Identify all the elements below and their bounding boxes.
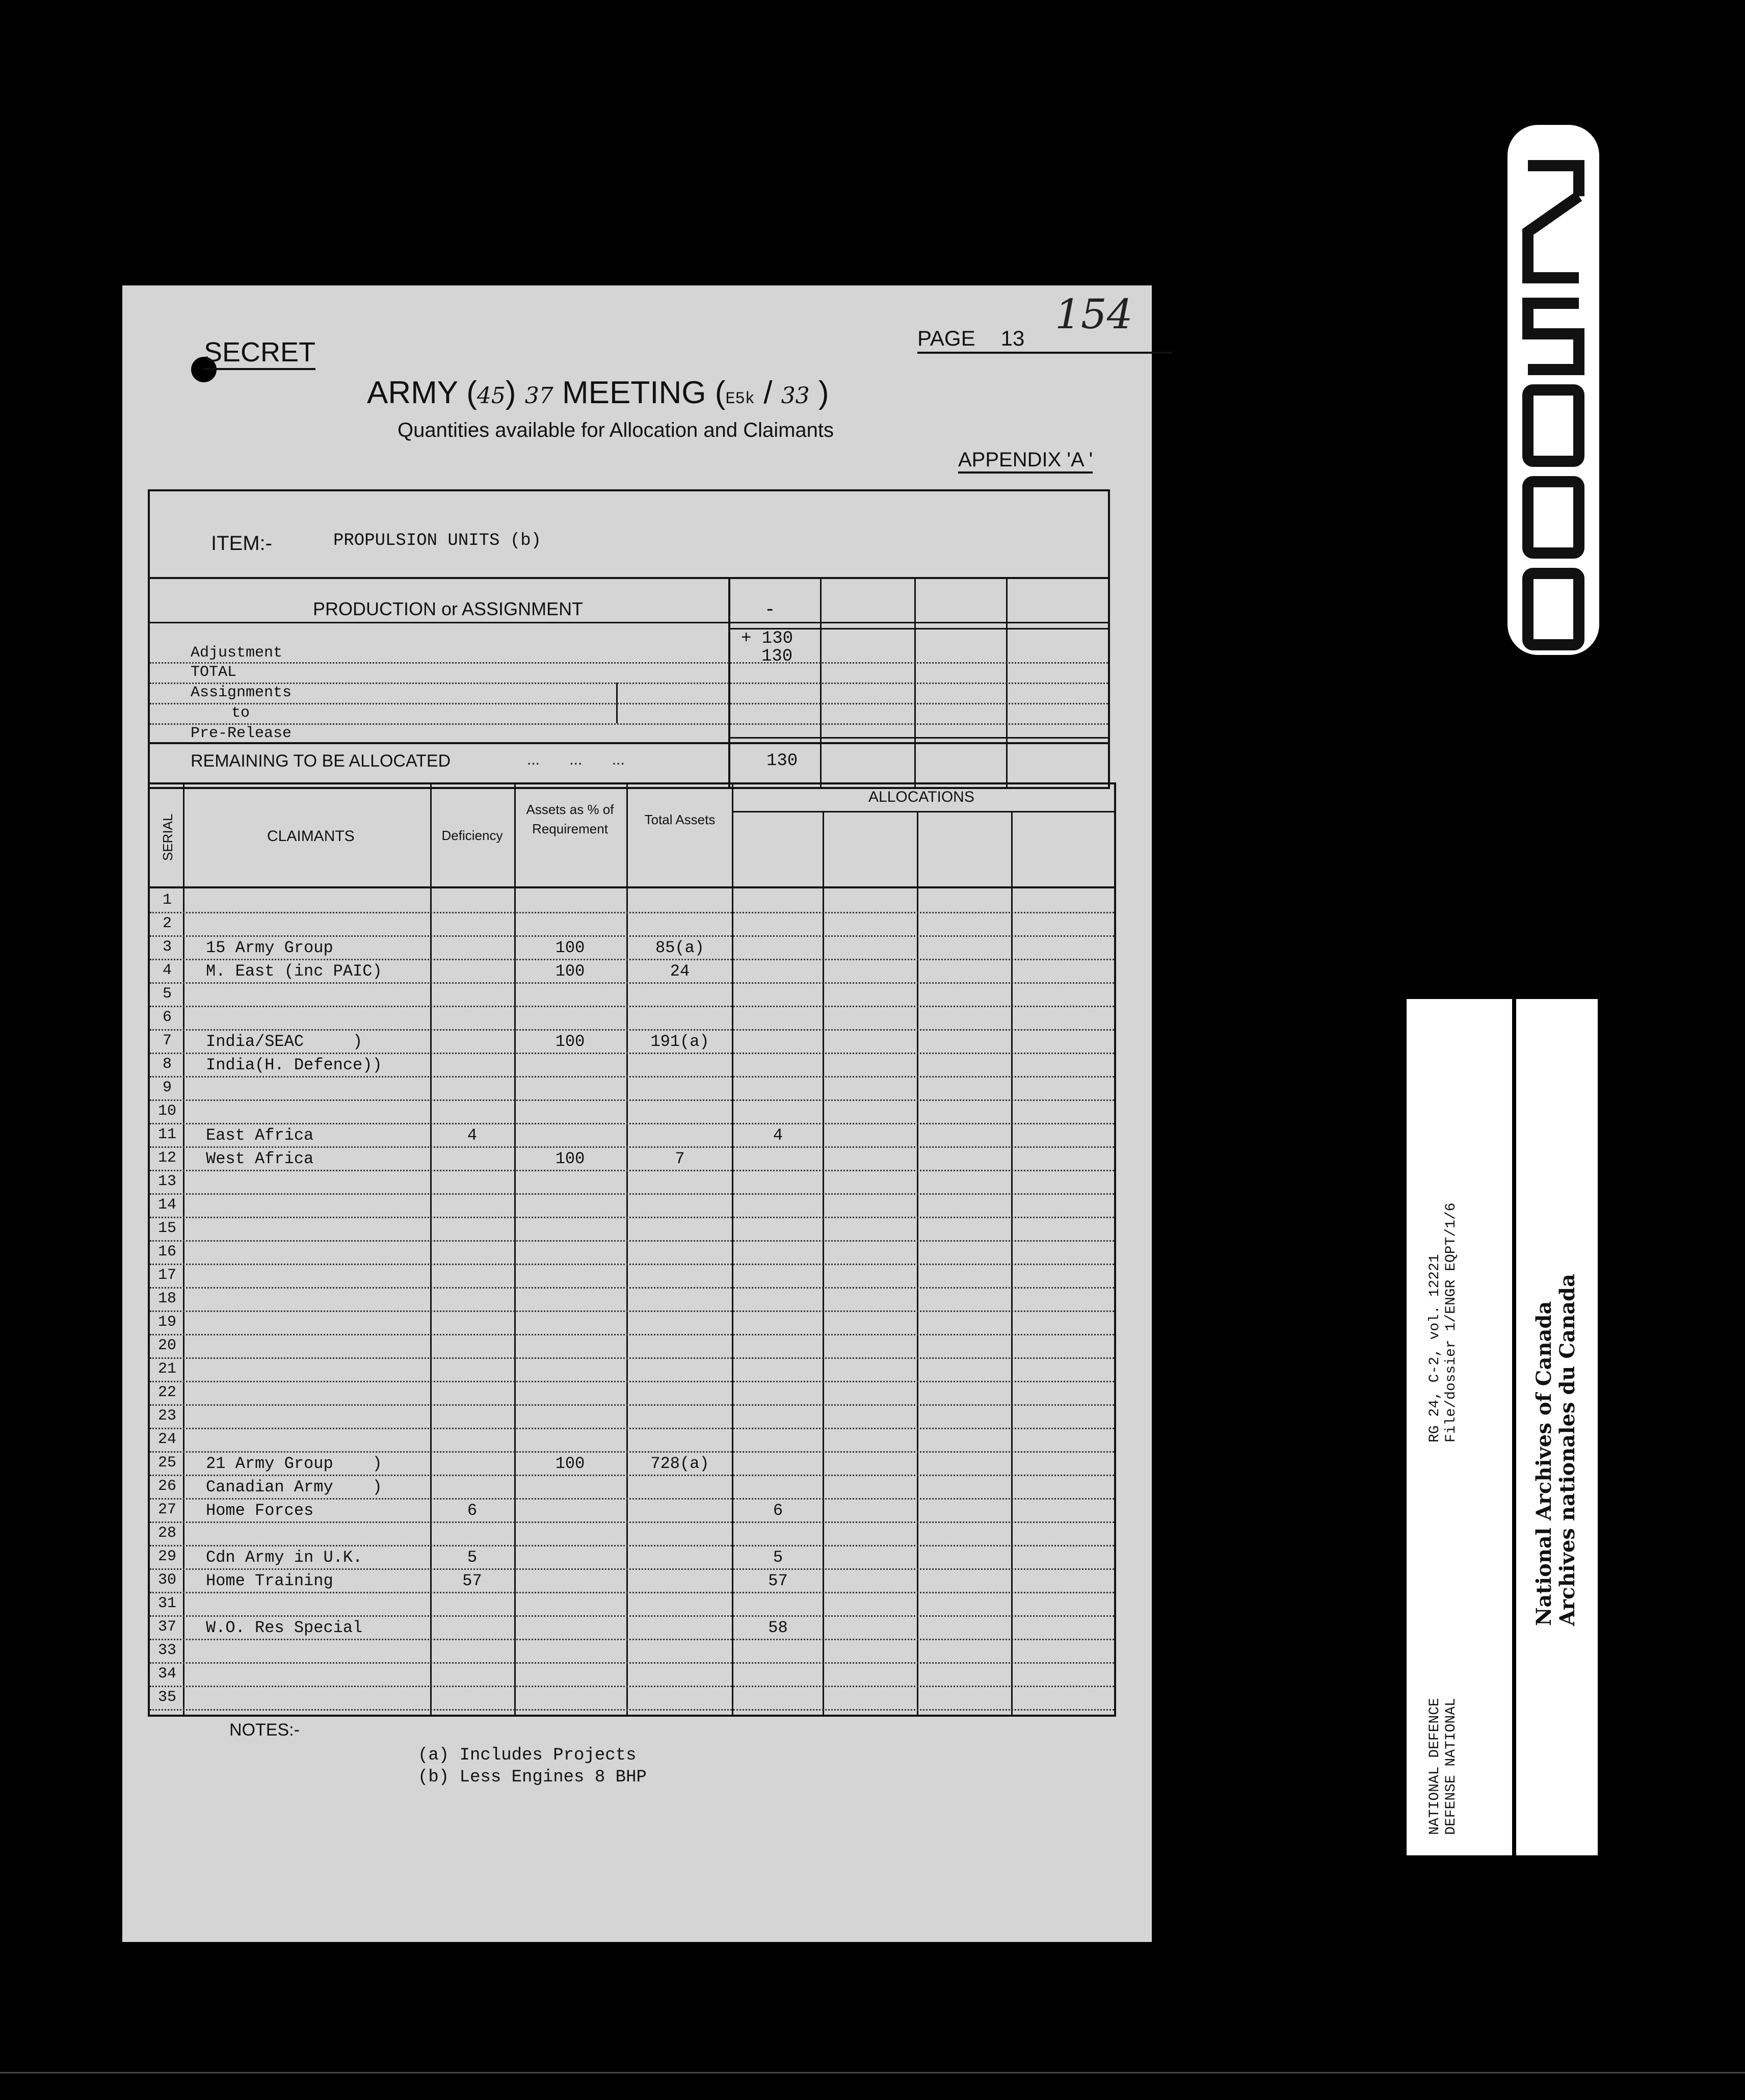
adjustment-value: + 130 xyxy=(741,629,794,648)
cell-serial: 26 xyxy=(157,1478,176,1495)
allocations-header: ALLOCATIONS xyxy=(868,789,974,805)
serial-header: SERIAL xyxy=(160,813,175,861)
cell-serial: 19 xyxy=(157,1314,176,1331)
folio-number: 154 xyxy=(1055,291,1133,338)
cell-claimant: Home Training xyxy=(206,1571,333,1590)
cell-alloc: 4 xyxy=(773,1126,783,1145)
cell-serial: 8 xyxy=(162,1056,172,1073)
table-row xyxy=(150,1381,1114,1406)
frame-stamp xyxy=(1508,125,1599,655)
cell-serial: 10 xyxy=(157,1102,176,1120)
cell-claimant: Cdn Army in U.K. xyxy=(206,1548,363,1567)
frame-number-digits xyxy=(1508,125,1599,655)
archive-label-right xyxy=(1516,999,1598,1855)
table-row xyxy=(150,1076,1114,1101)
table-row xyxy=(150,912,1114,937)
table-row xyxy=(150,982,1114,1007)
heading-e5k: E5k xyxy=(725,389,755,408)
remaining-value: 130 xyxy=(766,751,798,771)
table-row xyxy=(150,1334,1114,1359)
table-row xyxy=(150,1568,1114,1593)
table-row xyxy=(150,1099,1114,1124)
remaining-dots: ... ... ... xyxy=(527,751,625,768)
row-line xyxy=(150,703,1108,704)
archives-en: National Archives of Canada xyxy=(1532,1301,1556,1626)
heading-meeting: MEETING ( xyxy=(562,375,726,410)
heading-33: 33 xyxy=(781,383,810,409)
table-row xyxy=(150,1287,1114,1312)
page-number: 13 xyxy=(1000,326,1025,350)
cell-deficiency: 57 xyxy=(462,1571,482,1590)
cell-alloc: 6 xyxy=(773,1501,783,1520)
table-row xyxy=(150,1451,1114,1476)
archive-label-left xyxy=(1407,999,1514,1855)
row-line xyxy=(150,662,1108,664)
table-row xyxy=(150,1240,1114,1265)
row-line xyxy=(150,723,1108,725)
deficiency-header: Deficiency xyxy=(441,828,503,843)
note-a: (a) Includes Projects xyxy=(418,1746,637,1765)
cell-serial: 21 xyxy=(157,1360,176,1378)
cell-serial: 20 xyxy=(157,1337,176,1354)
cell-claimant: East Africa xyxy=(206,1126,314,1145)
pre-release-label: Pre-Release xyxy=(191,725,292,742)
total-assets-header: Total Assets xyxy=(644,812,716,827)
archives-fr: Archives nationales du Canada xyxy=(1555,1274,1579,1626)
divider xyxy=(150,742,1108,744)
item-label: ITEM:- xyxy=(211,532,272,555)
dept-label xyxy=(1427,1698,1460,1835)
col-divider xyxy=(728,577,730,787)
claims-table xyxy=(148,782,1116,1717)
cell-serial: 14 xyxy=(157,1196,176,1214)
cell-alloc: 58 xyxy=(768,1618,788,1637)
cell-serial: 31 xyxy=(157,1595,176,1612)
cell-serial: 28 xyxy=(157,1525,176,1542)
col-divider xyxy=(1006,577,1008,787)
to-label: to xyxy=(231,704,250,722)
table-row xyxy=(150,959,1114,984)
cell-claimant: Canadian Army ) xyxy=(206,1478,382,1497)
cell-claimant: 15 Army Group xyxy=(206,938,333,957)
cell-serial: 9 xyxy=(162,1079,172,1096)
table-row xyxy=(150,1006,1114,1031)
cell-serial: 17 xyxy=(157,1267,176,1284)
divider xyxy=(150,622,1108,623)
cell-serial: 25 xyxy=(157,1454,176,1472)
table-row xyxy=(150,1029,1114,1054)
page-word: PAGE xyxy=(917,326,975,350)
table-row xyxy=(150,935,1114,960)
cell-serial: 35 xyxy=(157,1689,176,1706)
divider xyxy=(150,577,1108,579)
cell-claimant: India/SEAC ) xyxy=(206,1032,363,1051)
table-row xyxy=(150,1404,1114,1429)
cell-claimant: West Africa xyxy=(206,1149,314,1168)
cell-deficiency: 5 xyxy=(467,1548,478,1567)
table-row xyxy=(150,1123,1114,1148)
cell-serial: 1 xyxy=(162,891,172,909)
heading-army: ARMY ( xyxy=(367,375,477,410)
table-row xyxy=(150,1217,1114,1242)
row-line xyxy=(150,682,1108,684)
total-label: TOTAL xyxy=(191,664,237,681)
secret-marking: SECRET xyxy=(204,336,315,370)
claimants-header: CLAIMANTS xyxy=(267,828,355,845)
assignments-label: Assignments xyxy=(191,684,292,701)
table-row xyxy=(150,1357,1114,1382)
notes-title: NOTES:- xyxy=(229,1720,300,1740)
cell-pct: 100 xyxy=(555,962,585,981)
cell-pct: 100 xyxy=(555,938,585,957)
heading-37: 37 xyxy=(524,383,553,409)
cell-pct: 100 xyxy=(555,1149,585,1168)
document-page xyxy=(122,285,1152,1942)
table-row xyxy=(150,1053,1114,1078)
table-row xyxy=(150,1146,1114,1171)
cell-total: 24 xyxy=(670,962,690,981)
cell-serial: 34 xyxy=(157,1665,176,1683)
heading-slash: / xyxy=(763,375,773,410)
table-row xyxy=(150,1193,1114,1218)
cell-total: 85(a) xyxy=(655,938,704,957)
col-divider xyxy=(914,577,916,787)
page-label xyxy=(917,326,1172,354)
cell-serial: 23 xyxy=(157,1407,176,1425)
cell-serial: 6 xyxy=(162,1009,172,1026)
alloc-line xyxy=(732,811,1114,812)
cell-pct: 100 xyxy=(555,1032,585,1051)
table-row xyxy=(150,1662,1114,1687)
cell-serial: 3 xyxy=(162,938,172,956)
table-row xyxy=(150,1475,1114,1500)
heading-close: ) xyxy=(818,375,829,410)
table-row xyxy=(150,1310,1114,1335)
cell-serial: 27 xyxy=(157,1501,176,1518)
table-row xyxy=(150,1521,1114,1546)
table-row xyxy=(150,1592,1114,1617)
table-row xyxy=(150,1428,1114,1453)
cell-serial: 5 xyxy=(162,985,172,1003)
table-row xyxy=(150,1615,1114,1640)
table-row xyxy=(150,1264,1114,1289)
total-value: 130 xyxy=(761,647,793,666)
col-divider xyxy=(820,577,822,787)
film-edge xyxy=(0,2072,1745,2073)
cell-total: 191(a) xyxy=(650,1032,709,1051)
table-row xyxy=(150,1545,1114,1570)
cell-serial: 33 xyxy=(157,1642,176,1659)
table-row xyxy=(150,1498,1114,1523)
cell-serial: 24 xyxy=(157,1431,176,1448)
remaining-label: REMAINING TO BE ALLOCATED xyxy=(191,751,451,771)
cell-deficiency: 6 xyxy=(467,1501,478,1520)
cell-deficiency: 4 xyxy=(467,1126,478,1145)
ref-label xyxy=(1427,1203,1460,1442)
cell-pct: 100 xyxy=(555,1454,585,1473)
cell-total: 7 xyxy=(675,1149,685,1168)
cell-total: 728(a) xyxy=(650,1454,709,1473)
cell-claimant: 21 Army Group ) xyxy=(206,1454,382,1473)
assets-pct-header: Assets as % of Requirement xyxy=(526,802,614,836)
cell-serial: 12 xyxy=(157,1149,176,1167)
divider xyxy=(728,737,1108,739)
table-row xyxy=(150,1686,1114,1711)
item-value: PROPULSION UNITS (b) xyxy=(333,531,542,550)
archives-name xyxy=(1532,1274,1579,1626)
cell-serial: 7 xyxy=(162,1032,172,1049)
cell-serial: 16 xyxy=(157,1243,176,1261)
dept-line1: NATIONAL DEFENCE xyxy=(1427,1698,1443,1835)
table-row xyxy=(150,888,1114,913)
cell-serial: 11 xyxy=(157,1126,176,1143)
document-heading xyxy=(367,375,829,411)
cell-claimant: M. East (inc PAIC) xyxy=(206,962,382,981)
cell-serial: 15 xyxy=(157,1220,176,1237)
subheading: Quantities available for Allocation and Claimants xyxy=(398,419,834,441)
table-row xyxy=(150,1639,1114,1664)
appendix-label: APPENDIX 'A ' xyxy=(958,449,1093,474)
cell-serial: 22 xyxy=(157,1384,176,1401)
cell-claimant: India(H. Defence)) xyxy=(206,1056,382,1074)
cell-serial: 2 xyxy=(162,915,172,932)
ref-line1: RG 24, C-2, vol. 12221 xyxy=(1427,1254,1443,1442)
dept-line2: DEFENSE NATIONAL xyxy=(1443,1698,1459,1835)
note-b: (b) Less Engines 8 BHP xyxy=(418,1768,647,1787)
cell-serial: 29 xyxy=(157,1548,176,1565)
heading-45: 45 xyxy=(477,383,506,409)
cell-claimant: Home Forces xyxy=(206,1501,314,1520)
cell-alloc: 5 xyxy=(773,1548,783,1567)
heading-paren: ) xyxy=(505,375,516,410)
cell-serial: 30 xyxy=(157,1571,176,1589)
adjustment-label: Adjustment xyxy=(191,644,283,662)
cell-serial: 18 xyxy=(157,1290,176,1307)
production-title: PRODUCTION or ASSIGNMENT xyxy=(313,598,584,619)
cell-claimant: W.O. Res Special xyxy=(206,1618,363,1637)
production-dash: - xyxy=(766,597,774,620)
ref-line2: File/dossier 1/ENGR EQPT/1/6 xyxy=(1443,1202,1459,1442)
table-row xyxy=(150,1170,1114,1195)
production-box xyxy=(148,489,1110,789)
cell-alloc: 57 xyxy=(768,1571,788,1590)
cell-serial: 13 xyxy=(157,1173,176,1190)
cell-serial: 4 xyxy=(162,962,172,979)
cell-serial: 37 xyxy=(157,1618,176,1636)
